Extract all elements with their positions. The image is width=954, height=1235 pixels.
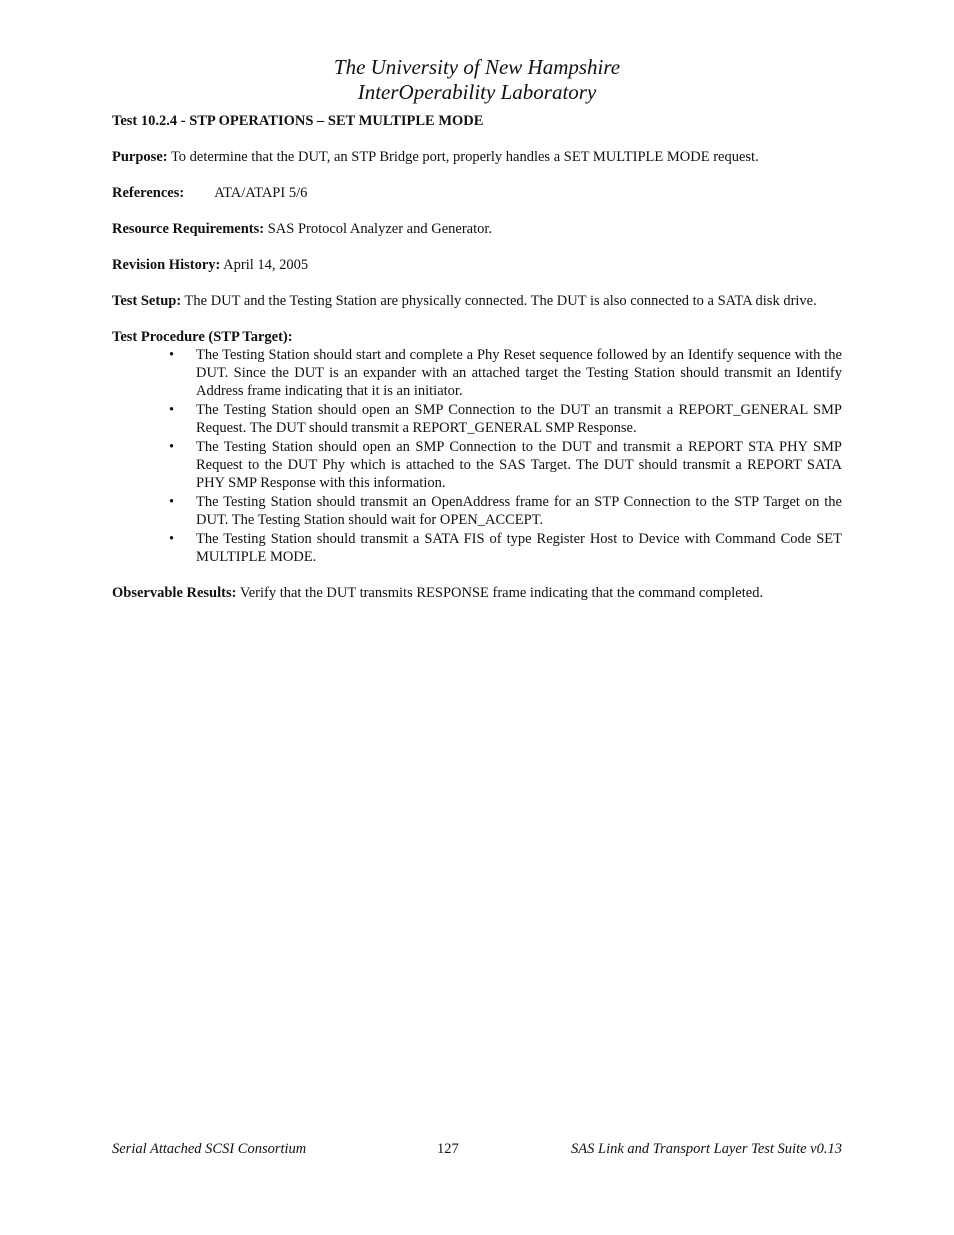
revision-history-section bbox=[112, 256, 842, 274]
test-setup-label: Test Setup: bbox=[112, 293, 182, 309]
list-item bbox=[169, 346, 842, 400]
observable-results-text: Verify that the DUT transmits RESPONSE frame indicating that the command completed. bbox=[236, 585, 764, 601]
list-item bbox=[169, 401, 842, 437]
page-header bbox=[0, 55, 954, 105]
header-laboratory: InterOperability Laboratory bbox=[357, 80, 597, 104]
test-setup-text: The DUT and the Testing Station are physically connected. The DUT is also connected to a SATA disk drive. bbox=[181, 293, 817, 309]
purpose-text: To determine that the DUT, an STP Bridge port, properly handles a SET MULTIPLE MODE request. bbox=[167, 149, 759, 165]
test-title: Test 10.2.4 - STP OPERATIONS – SET MULTIPLE MODE bbox=[112, 113, 484, 129]
step-text: The Testing Station should open an SMP Connection to the DUT and transmit a REPORT STA PHY SMP Request to the DUT Phy which is attached to the SAS Target. The DUT should transmit a REPORT SATA PHY SMP Response with this information. bbox=[196, 439, 842, 491]
step-text: The Testing Station should open an SMP Connection to the DUT an transmit a REPORT_GENERAL SMP Request. The DUT should transmit a REPORT_GENERAL SMP Response. bbox=[196, 402, 842, 436]
references-label: References: bbox=[112, 185, 185, 201]
references-section bbox=[112, 184, 842, 202]
test-setup-section bbox=[112, 292, 842, 310]
bullet-icon: • bbox=[169, 402, 175, 418]
revision-history-label: Revision History: bbox=[112, 257, 221, 273]
footer-document-title: SAS Link and Transport Layer Test Suite v0.13 bbox=[571, 1141, 842, 1157]
references-text: ATA/ATAPI 5/6 bbox=[214, 185, 308, 201]
page-number: 127 bbox=[437, 1141, 459, 1157]
purpose-label: Purpose: bbox=[112, 149, 168, 165]
bullet-icon: • bbox=[169, 439, 175, 455]
header-university: The University of New Hampshire bbox=[333, 55, 621, 79]
bullet-icon: • bbox=[169, 531, 175, 547]
bullet-icon: • bbox=[169, 347, 175, 363]
test-procedure-heading: Test Procedure (STP Target): bbox=[112, 329, 293, 345]
resource-requirements-label: Resource Requirements: bbox=[112, 221, 265, 237]
page-footer bbox=[112, 1139, 842, 1159]
test-procedure-list bbox=[112, 346, 842, 566]
footer-organization: Serial Attached SCSI Consortium bbox=[112, 1141, 307, 1157]
resource-requirements-text: SAS Protocol Analyzer and Generator. bbox=[264, 221, 493, 237]
purpose-section bbox=[112, 148, 842, 166]
step-text: The Testing Station should transmit an OpenAddress frame for an STP Connection to the STP Target on the DUT. The Testing Station should wait for OPEN_ACCEPT. bbox=[196, 494, 842, 528]
list-item bbox=[169, 493, 842, 529]
bullet-icon: • bbox=[169, 494, 175, 510]
list-item bbox=[169, 438, 842, 492]
step-text: The Testing Station should start and complete a Phy Reset sequence followed by an Identify sequence with the DUT. Since the DUT is an expander with an attached target the Testing Station should transmit an Identify Address frame indicating that it is an initiator. bbox=[196, 347, 842, 399]
revision-history-text: April 14, 2005 bbox=[220, 257, 309, 273]
step-text: The Testing Station should transmit a SATA FIS of type Register Host to Device with Command Code SET MULTIPLE MODE. bbox=[196, 531, 842, 565]
observable-results-label: Observable Results: bbox=[112, 585, 237, 601]
document-body bbox=[112, 112, 842, 620]
observable-results-section bbox=[112, 584, 842, 602]
list-item bbox=[169, 530, 842, 566]
resource-requirements-section bbox=[112, 220, 842, 238]
